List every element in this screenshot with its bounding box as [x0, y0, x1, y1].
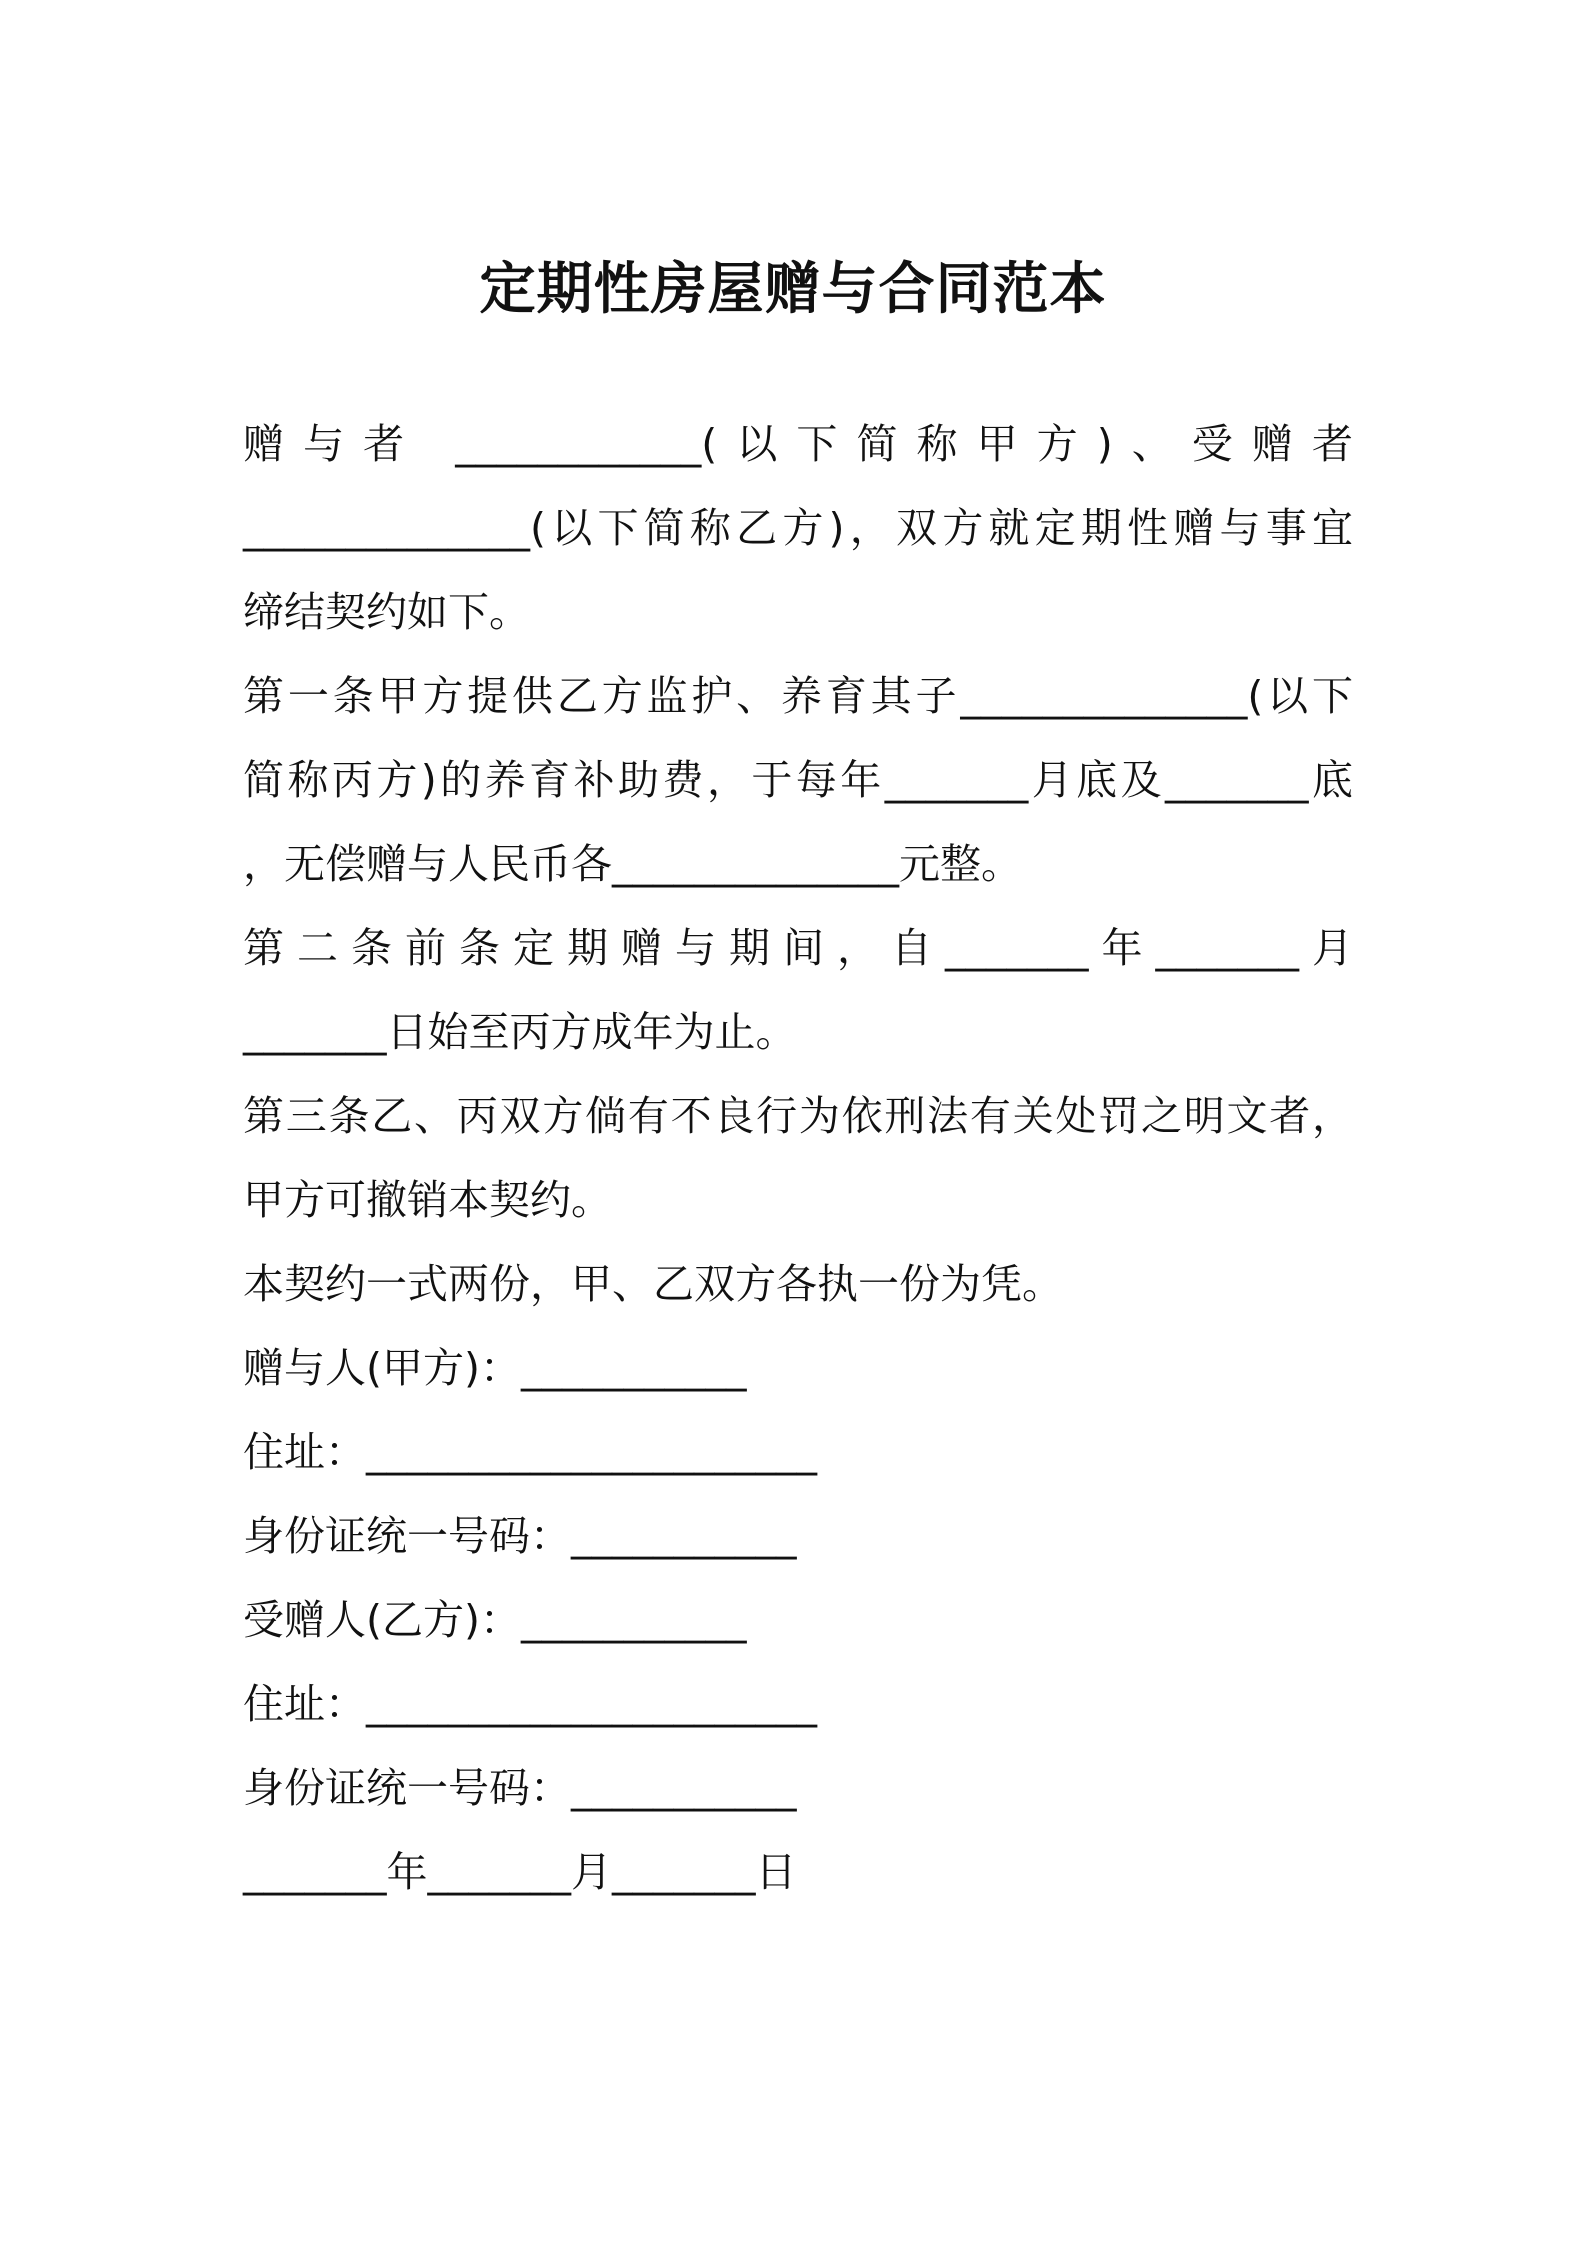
donor-address-line: 住址：______________________ [243, 1428, 817, 1476]
intro-line-3: 缔结契约如下。 [243, 588, 530, 636]
article-3-line-1: 第三条乙、丙双方倘有不良行为依刑法有关处罚之明文者， [243, 1092, 1353, 1140]
intro-line-2: ______________(以下简称乙方)，双方就定期性赠与事宜 [243, 504, 1353, 552]
document-body [243, 402, 1353, 1914]
donee-signature-line: 受赠人(乙方)：___________ [243, 1596, 747, 1644]
article-1-line-2: 简称丙方)的养育补助费，于每年_______月底及_______底 [243, 756, 1353, 804]
donor-signature-line: 赠与人(甲方)：___________ [243, 1344, 747, 1392]
article-1-line-1: 第一条甲方提供乙方监护、养育其子______________(以下 [243, 672, 1353, 720]
date-line: _______年_______月_______日 [243, 1848, 797, 1896]
intro-line-1: 赠与者 ____________(以下简称甲方)、受赠者 [243, 420, 1353, 468]
copies-clause: 本契约一式两份，甲、乙双方各执一份为凭。 [243, 1260, 1063, 1308]
article-2-line-2: _______日始至丙方成年为止。 [243, 1008, 797, 1056]
article-2-line-1: 第二条前条定期赠与期间，自_______年_______月 [243, 924, 1353, 972]
article-3-line-2: 甲方可撤销本契约。 [243, 1176, 612, 1224]
donee-address-line: 住址：______________________ [243, 1680, 817, 1728]
article-1-line-3: ，无偿赠与人民币各______________元整。 [243, 840, 1022, 888]
donor-id-line: 身份证统一号码：___________ [243, 1512, 797, 1560]
document-title: 定期性房屋赠与合同范本 [479, 257, 1107, 322]
donee-id-line: 身份证统一号码：___________ [243, 1764, 797, 1812]
